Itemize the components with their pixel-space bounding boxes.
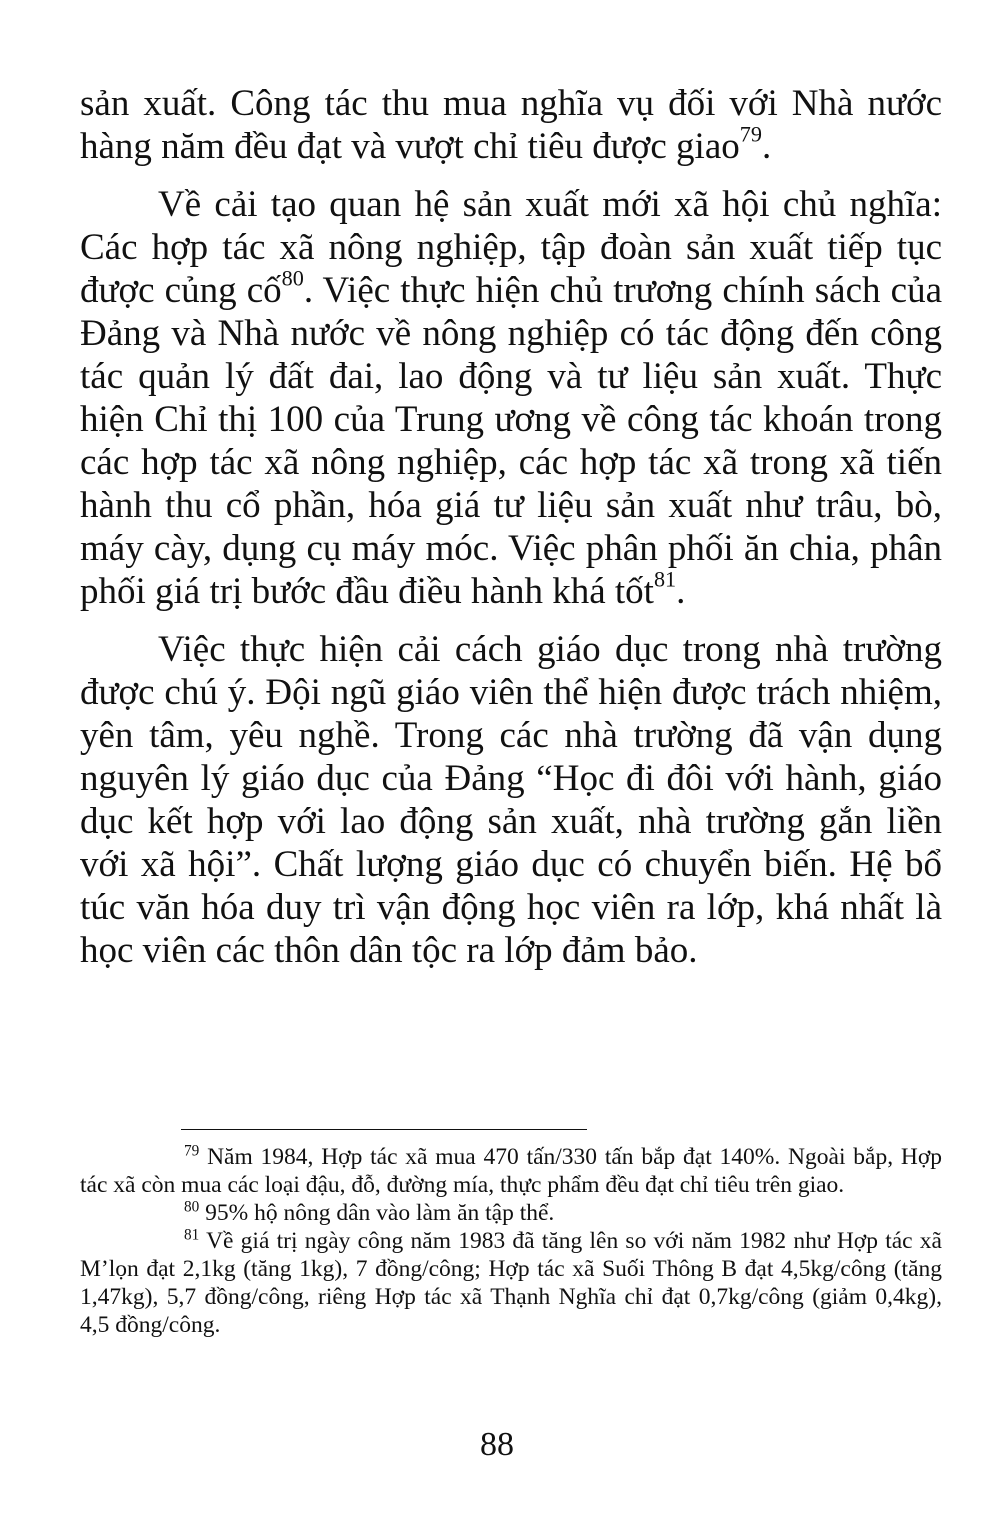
- paragraph-1-end: .: [761, 126, 772, 167]
- footnote-number: 80: [184, 1198, 200, 1216]
- footnote-80: [80, 1199, 942, 1227]
- page-number: 88: [480, 1426, 514, 1463]
- paragraph-2-text-b: . Việc thực hiện chủ trương chính sách của Đảng và Nhà nước về nông nghiệp có tác động đến công tác quản lý đất đai, lao động và tư liệu sản xuất. Thực hiện Chỉ thị 100 của Trung ương về công tác khoán trong các hợp tác xã nông nghiệp, các hợp tác xã trong xã tiến hành thu cổ phần, hóa giá tư liệu sản xuất như trâu, bò, máy cày, dụng cụ máy móc. Việc phân phối ăn chia, phân phối giá trị bước đầu điều hành khá tốt: [80, 270, 942, 612]
- paragraph-1-text: sản xuất. Công tác thu mua nghĩa vụ đối với Nhà nước hàng năm đều đạt và vượt chỉ tiêu được giao: [80, 83, 942, 167]
- footnote-ref-80[interactable]: 80: [281, 265, 304, 291]
- footnote-ref-81[interactable]: 81: [653, 566, 677, 592]
- footnote-text: Năm 1984, Hợp tác xã mua 470 tấn/330 tấn bắp đạt 140%. Ngoài bắp, Hợp tác xã còn mua các loại đậu, đỗ, đường mía, thực phẩm đều đạt chỉ tiêu trên giao.: [80, 1144, 943, 1198]
- paragraph-2-text-a: Về cải tạo quan hệ sản xuất mới xã hội chủ nghĩa: Các hợp tác xã nông nghiệp, tập đoàn sản xuất tiếp tục được củng cố: [80, 184, 942, 311]
- footnote-text: 95% hộ nông dân vào làm ăn tập thể.: [205, 1200, 555, 1226]
- footnote-79: [80, 1143, 942, 1199]
- footnote-ref-79[interactable]: 79: [739, 121, 762, 147]
- footnotes: [80, 1143, 942, 1339]
- main-body-text: [80, 82, 942, 972]
- paragraph-1: [80, 82, 942, 168]
- paragraph-3: Việc thực hiện cải cách giáo dục trong nhà trường được chú ý. Đội ngũ giáo viên thể hiện được trách nhiệm, yên tâm, yêu nghề. Trong các nhà trường đã vận dụng nguyên lý giáo dục của Đảng “Học đi đôi với hành, giáo dục kết hợp với lao động sản xuất, nhà trường gắn liền với xã hội”. Chất lượng giáo dục có chuyển biến. Hệ bổ túc văn hóa duy trì vận động học viên ra lớp, khá nhất là học viên các thôn dân tộc ra lớp đảm bảo.: [80, 629, 942, 971]
- paragraph-2-end: .: [676, 571, 686, 612]
- footnote-number: 81: [184, 1226, 200, 1244]
- footnote-81: [80, 1227, 942, 1339]
- footnote-text: Về giá trị ngày công năm 1983 đã tăng lên so với năm 1982 như Hợp tác xã M’lọn đạt 2,1kg (tăng 1kg), 7 đồng/công; Hợp tác xã Suối Thông B đạt 4,5kg/công (tăng 1,47kg), 5,7 đồng/công, riêng Hợp tác xã Thạnh Nghĩa chỉ đạt 0,7kg/công (giảm 0,4kg), 4,5 đồng/công.: [80, 1228, 942, 1338]
- paragraph-2: [80, 183, 942, 613]
- footnote-number: 79: [184, 1142, 200, 1160]
- footnote-separator: [181, 1129, 587, 1130]
